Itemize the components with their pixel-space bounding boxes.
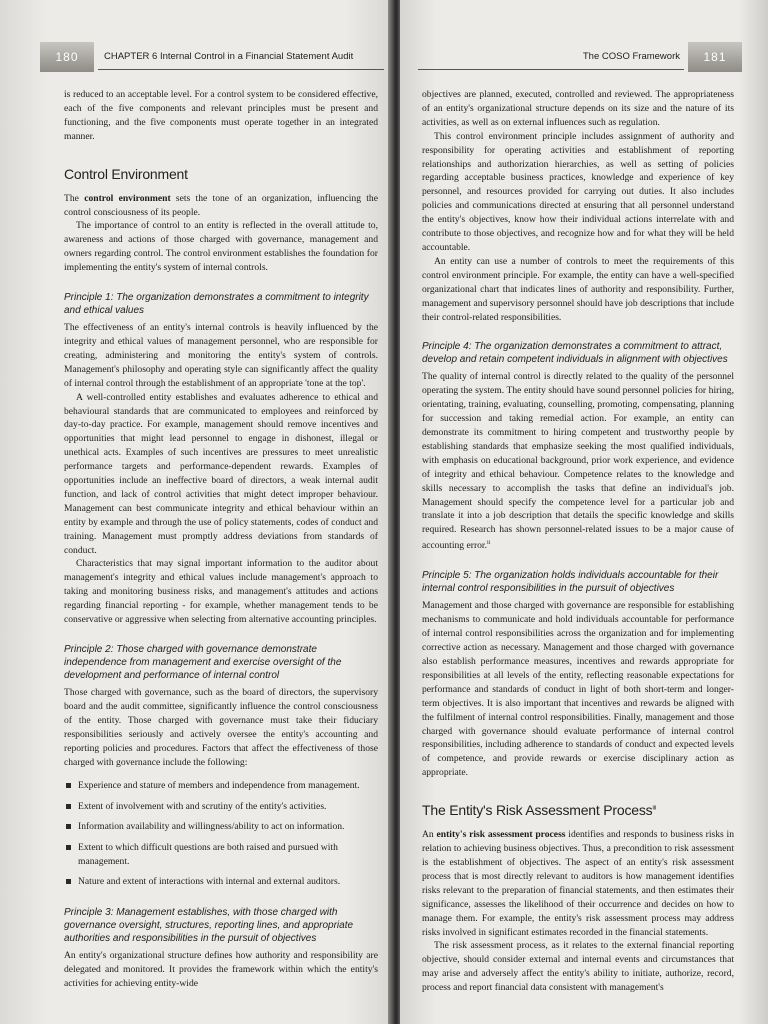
term-control-environment: control environment (84, 192, 171, 204)
bullet-icon (66, 879, 71, 884)
list-item: Nature and extent of interactions with internal and external auditors. (64, 875, 378, 889)
control-environment-definition: The control environment sets the tone of an organization, influencing the control consciousness of its people. (64, 192, 378, 218)
principle-4-paragraph: The quality of internal control is directly related to the quality of the personnel operating the system. The entity should have sound personnel policies for hiring, orientating, training, evaluating, counselling, promoting, compensating, planning for succession and taking remedial action. For example, an entity can demonstrate its commitment to hiring competent and trustworthy people by establishing standards that emphasize seeking the most qualified individuals, with emphasis on educational background, prior work experience, and evidence of integrity and ethical behaviour. Competence relates to the knowledge and skills necessary to accomplish the tasks that define an individual's job. Management should specify the competence level for a particular job and translate it into a job description that details the specific knowledge and skills required. Research has shown personnel-related issues to be a major cause of accounting error.$^{ii}$ (422, 371, 734, 552)
principle-1-paragraph-3: Characteristics that may signal important information to the auditor about management's integrity and ethical values include management's approach to taking and monitoring business risks, and management's attitudes and actions regarding financial reporting - for example, whether management tends to be conservative or aggressive when selecting from alternative accounting principles. (64, 558, 378, 626)
bullet-icon (66, 804, 71, 809)
list-item: Information availability and willingness/ability to act on information. (64, 820, 378, 834)
structure-paragraph: objectives are planned, executed, controlled and reviewed. The appropriateness of an entity's organizational structure depends on its size and the nature of its activities, as well as on external influences such as regulation. (422, 89, 734, 128)
principle-2-paragraph: Those charged with governance, such as the board of directors, the supervisory board and the audit committee, significantly influence the control consciousness of the entity. Those charged with governance must take their fiduciary responsibilities seriously and actively oversee the entity's accounting and reporting policies and procedures. Factors that affect the effectiveness of those charged with governance include the following: (64, 687, 378, 768)
endnote-marker: ii (487, 540, 491, 547)
list-item: Extent to which difficult questions are both raised and pursued with management. (64, 841, 378, 869)
section-heading-risk-assessment: The Entity's Risk Assessment Process$^{iii}$ (422, 802, 656, 819)
principle-3-paragraph: An entity's organizational structure defines how authority and responsibility are delegated and monitored. It provides the framework within which the entity's activities for achieving entity-wide (64, 949, 378, 989)
principle-1-paragraph-2: A well-controlled entity establishes and evaluates adherence to ethical and behavioural standards that are communicated to employees and reinforced by day-to-day practice. For example, management should remove incentives and opportunities that might lead personnel to engage in dishonest, illegal or unethical acts. Examples of such incentives are pressures to meet unrealistic performance targets and performance-dependent rewards. Examples of opportunities include an ineffective board of directors, a weak internal audit function, and lack of control activities that might detect improper behaviour. Management can best communicate integrity and ethical behaviour within an entity by example and through the use of policy statements, codes of conduct and training. Management must promptly address deviations from standards of conduct. (64, 391, 378, 556)
bullet-icon (66, 824, 71, 829)
list-item: Extent of involvement with and scrutiny of the entity's activities. (64, 800, 378, 814)
principle-3-heading: Principle 3: Management establishes, with those charged with governance oversight, structures, reporting lines, and appropriate authorities and responsibilities in the pursuit of objectives (64, 906, 354, 944)
header-rule-left (98, 69, 384, 70)
bullet-icon (66, 845, 71, 850)
governance-factors-list (64, 779, 378, 889)
section-heading-control-environment: Control Environment (64, 165, 188, 182)
left-running-header (40, 42, 384, 72)
principle-5-paragraph: Management and those charged with governance are responsible for establishing mechanisms to communicate and hold individuals accountable for performance of internal control responsibilities across the organization and for implementing corrective action as necessary. Management and those charged with governance also establish performance measures, incentives and rewards appropriate for responsibilities at all levels of the entity, reflecting reasonable expectations for performance and standards of conduct in light of both short-term and longer-term objectives. It is also important that incentives and rewards be aligned with the fulfilment of internal control responsibilities. Finally, management and those charged with governance should evaluate performance of internal control responsibilities, including adherence to standards of conduct and expected levels of competence, and provide rewards or exercise disciplinary action as appropriate. (422, 600, 734, 779)
principle-1-paragraph-1: The effectiveness of an entity's internal controls is heavily influenced by the integrity and ethical values of management personnel, who are responsible for creating, administering and monitoring the entity's system of controls. Management's philosophy and operating style can significantly affect the quality of internal control through the establishment of an appropriate 'tone at the top'. (64, 322, 378, 389)
principle-2-heading: Principle 2: Those charged with governance demonstrate independence from management and exercise oversight of the development and performance of internal control (64, 644, 342, 681)
page-number-right: 181 (688, 42, 742, 72)
section-running-title: The COSO Framework (582, 51, 680, 62)
risk-assessment-definition: An entity's risk assessment process identifies and responds to business risks in relation to achieving business objectives. Thus, a precondition to risk assessment is the establishment of objectives. The aspect of an entity's risk assessment process that is most directly relevant to auditors is how management identifies risks relevant to the preparation of financial statements, and then estimates their significance, assesses the likelihood of their occurrence and decides on how to manage them. For example, the entity's risk assessment process may address risks involved in significant estimates recorded in the financial statements. (422, 829, 735, 938)
principle-4-heading: Principle 4: The organization demonstrates a commitment to attract, develop and retain competent individuals in alignment with objectives (422, 341, 728, 366)
intro-paragraph: is reduced to an acceptable level. For a control system to be considered effective, each of the five components and relevant principles must be present and functioning, and the five components must operate together in an integrated manner. (64, 89, 378, 142)
right-column (422, 88, 734, 995)
risk-assessment-paragraph: The risk assessment process, as it relates to the external financial reporting objective, should consider external and internal events and circumstances that may arise and adversely affect the entity's ability to initiate, authorize, record, process and report financial data consistent with management's (422, 940, 734, 994)
right-running-header (418, 42, 742, 72)
term-risk-assessment-process: entity's risk assessment process (436, 829, 566, 841)
authority-paragraph: This control environment principle includes assignment of authority and responsibility for operating activities and establishment of reporting relationships and authorization hierarchies, as well as setting of policies regarding acceptable business practices, knowledge and experience of key personnel, and resources provided for carrying out duties. It also includes policies and communications directed at ensuring that all personnel understand the entity's objectives, know how their individual actions interrelate with and contribute to those objectives, and recognize how and for what they will be held accountable. (422, 130, 734, 253)
right-page (400, 0, 768, 1024)
endnote-marker: iii (652, 805, 656, 812)
bullet-icon (66, 783, 71, 788)
header-rule-right (418, 69, 684, 70)
principle-1-heading: Principle 1: The organization demonstrates a commitment to integrity and ethical values (64, 292, 369, 317)
importance-paragraph: The importance of control to an entity is reflected in the overall attitude to, awareness and actions of those charged with governance, management and owners regarding control. The control environment establishes the foundation for implementing the entity's system of internal controls. (64, 220, 378, 274)
left-column (64, 88, 378, 991)
list-item: Experience and stature of members and independence from management. (64, 779, 378, 793)
chapter-running-title: CHAPTER 6 Internal Control in a Financial Statement Audit (104, 51, 354, 62)
page-number-left: 180 (40, 42, 94, 72)
controls-paragraph: An entity can use a number of controls to meet the requirements of this control environment principle. For example, the entity can have a well-specified organizational chart that indicates lines of authority and responsibility. Further, management and supervisory personnel should have job descriptions that include their control-related responsibilities. (422, 255, 734, 323)
principle-5-heading: Principle 5: The organization holds individuals accountable for their internal control responsibilities in the pursuit of objectives (422, 570, 719, 595)
